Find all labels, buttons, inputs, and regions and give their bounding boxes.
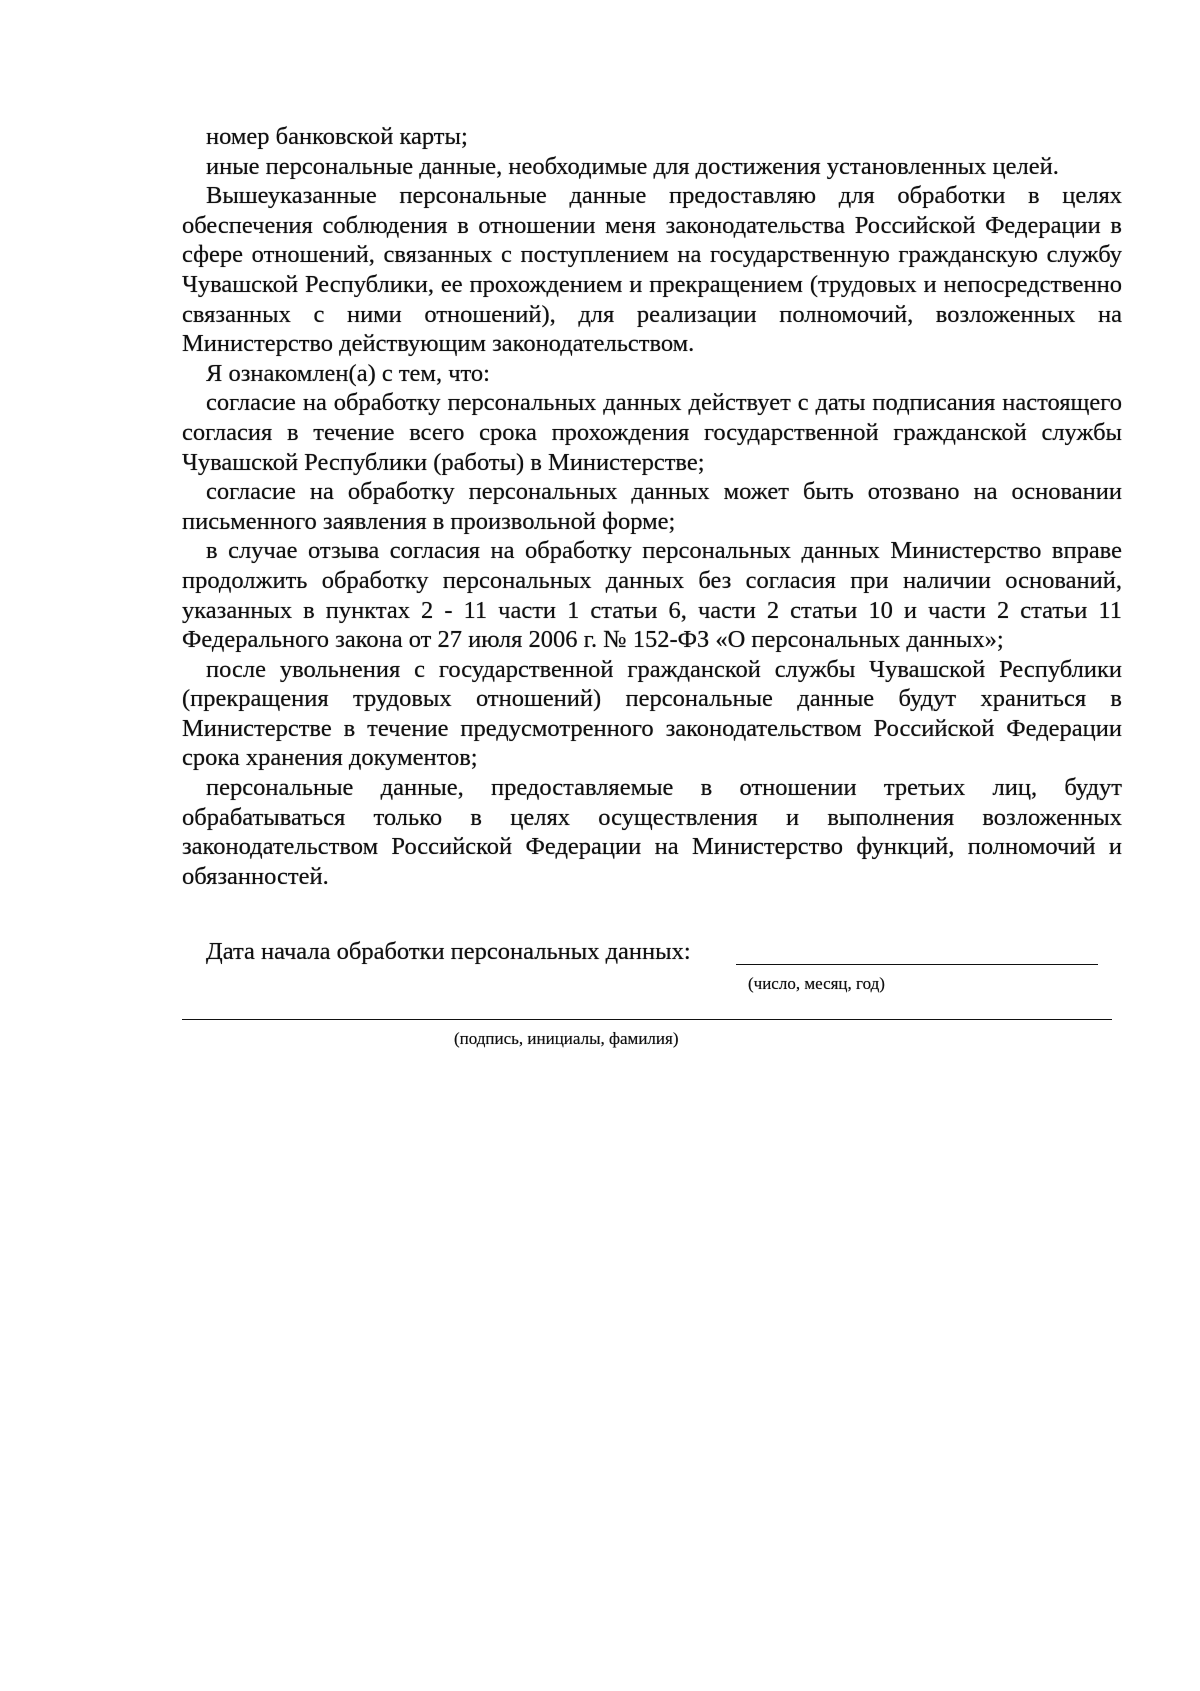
paragraph-consent-duration: согласие на обработку персональных данных действует с даты подписания настоящего согласия в течение всего срока прохождения государственной гражданской службы Чувашской Республики (работы) в Министерстве; <box>182 389 1122 476</box>
paragraph-storage-after-dismissal: после увольнения с государственной гражданской службы Чувашской Республики (прекращения трудовых отношений) персональные данные будут храниться в Министерстве в течение предусмотренного законодательством Российской Федерации срока хранения документов; <box>182 655 1122 772</box>
consent-text <box>182 122 1122 891</box>
paragraph-acknowledged: Я ознакомлен(а) с тем, что: <box>206 359 490 387</box>
paragraph-third-party-data: персональные данные, предоставляемые в отношении третьих лиц, будут обрабатываться только в целях осуществления и выполнения возложенных законодательством Российской Федерации на Министерство функций, полномочий и обязанностей. <box>182 774 1122 890</box>
processing-start-date-row <box>206 937 1126 967</box>
date-caption: (число, месяц, год) <box>748 974 885 993</box>
date-blank-line[interactable] <box>736 964 1098 965</box>
processing-start-date-label: Дата начала обработки персональных данных: <box>206 938 691 965</box>
paragraph-bank-card: номер банковской карты; <box>206 123 468 150</box>
paragraph-consent-withdrawal: согласие на обработку персональных данных может быть отозвано на основании письменного заявления в произвольной форме; <box>182 478 1122 535</box>
paragraph-processing-after-withdrawal: в случае отзыва согласия на обработку персональных данных Министерство вправе продолжить обработку персональных данных без согласия при наличии оснований, указанных в пунктах 2 - 11 части 1 статьи 6, части 2 статьи 10 и части 2 статьи 11 Федерального закона от 27 июля 2006 г. № 152-ФЗ «О персональных данных»; <box>182 537 1122 654</box>
paragraph-purpose: Вышеуказанные персональные данные предоставляю для обработки в целях обеспечения соблюдения в отношении меня законодательства Российской Федерации в сфере отношений, связанных с поступлением на государственную гражданскую службу Чувашской Республики, ее прохождением и прекращением (трудовых и непосредственно связанных с ними отношений), для реализации полномочий, возложенных на Министерство действующим законодательством. <box>182 182 1122 358</box>
signature-caption: (подпись, инициалы, фамилия) <box>454 1029 679 1048</box>
paragraph-other-data: иные персональные данные, необходимые для достижения установленных целей. <box>206 152 1059 180</box>
signature-blank-line[interactable] <box>182 1019 1112 1020</box>
